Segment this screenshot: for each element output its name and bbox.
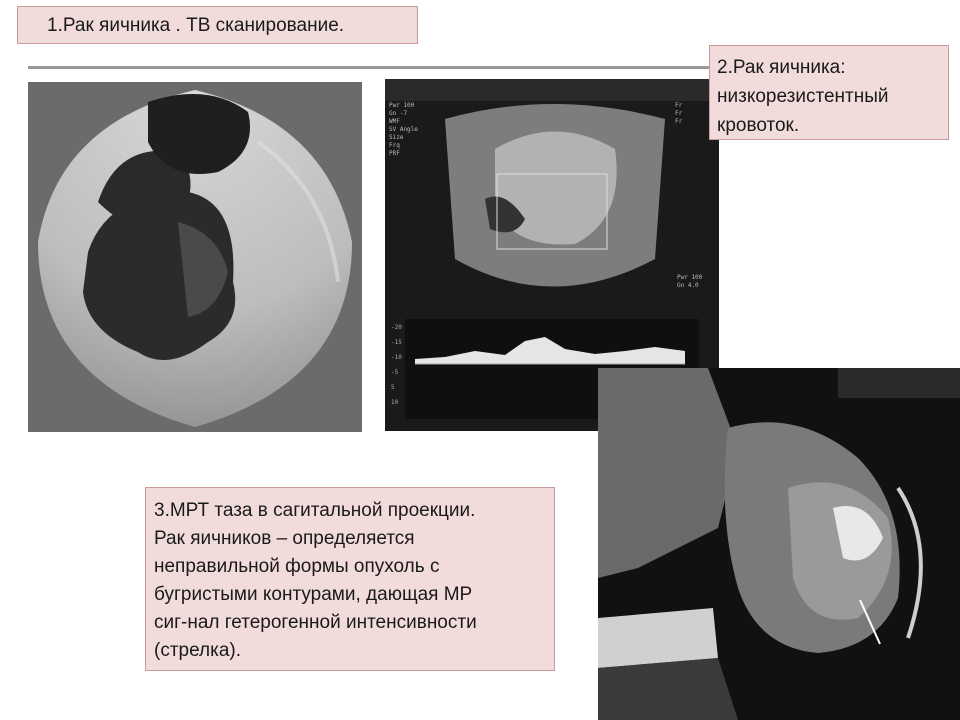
- svg-text:Fr: Fr: [675, 118, 683, 125]
- svg-text:Size: Size: [389, 134, 404, 141]
- caption-2-line: кровоток.: [717, 115, 800, 136]
- caption-3-line: бугристыми контурами, дающая МР: [154, 584, 473, 605]
- caption-1: 1.Рак яичника . ТВ сканирование.: [17, 6, 418, 44]
- svg-text:Fr: Fr: [675, 102, 683, 109]
- svg-text:10: 10: [391, 399, 399, 406]
- caption-3-line: 3.МРТ таза в сагитальной проекции.: [154, 500, 476, 521]
- caption-2-line: 2.Рак яичника:: [717, 57, 846, 78]
- svg-text:Pwr 100: Pwr 100: [389, 102, 415, 109]
- svg-text:-15: -15: [391, 339, 402, 346]
- svg-text:-20: -20: [391, 324, 402, 331]
- caption-2: [709, 45, 949, 140]
- svg-text:Pwr 100: Pwr 100: [677, 274, 703, 281]
- svg-text:5: 5: [391, 384, 395, 391]
- svg-text:SV Angle: SV Angle: [389, 126, 418, 133]
- svg-text:PRF: PRF: [389, 150, 400, 157]
- caption-3: [145, 487, 555, 671]
- caption-2-line: низкорезистентный: [717, 86, 889, 107]
- svg-text:Gn -7: Gn -7: [389, 110, 408, 117]
- caption-3-line: (стрелка).: [154, 640, 242, 661]
- svg-text:-5: -5: [391, 369, 399, 376]
- svg-text:Fr: Fr: [675, 110, 683, 117]
- svg-text:WMF: WMF: [389, 118, 400, 125]
- divider-line: [28, 66, 718, 69]
- svg-text:Gn 4.0: Gn 4.0: [677, 282, 699, 289]
- sagittal-mri-image: [598, 368, 960, 720]
- transvaginal-ultrasound-image: [28, 82, 362, 432]
- caption-3-line: неправильной формы опухоль с: [154, 556, 440, 577]
- svg-text:-10: -10: [391, 354, 402, 361]
- svg-text:Frq: Frq: [389, 142, 400, 149]
- caption-3-line: сиг-нал гетерогенной интенсивности: [154, 612, 477, 633]
- caption-3-line: Рак яичников – определяется: [154, 528, 415, 549]
